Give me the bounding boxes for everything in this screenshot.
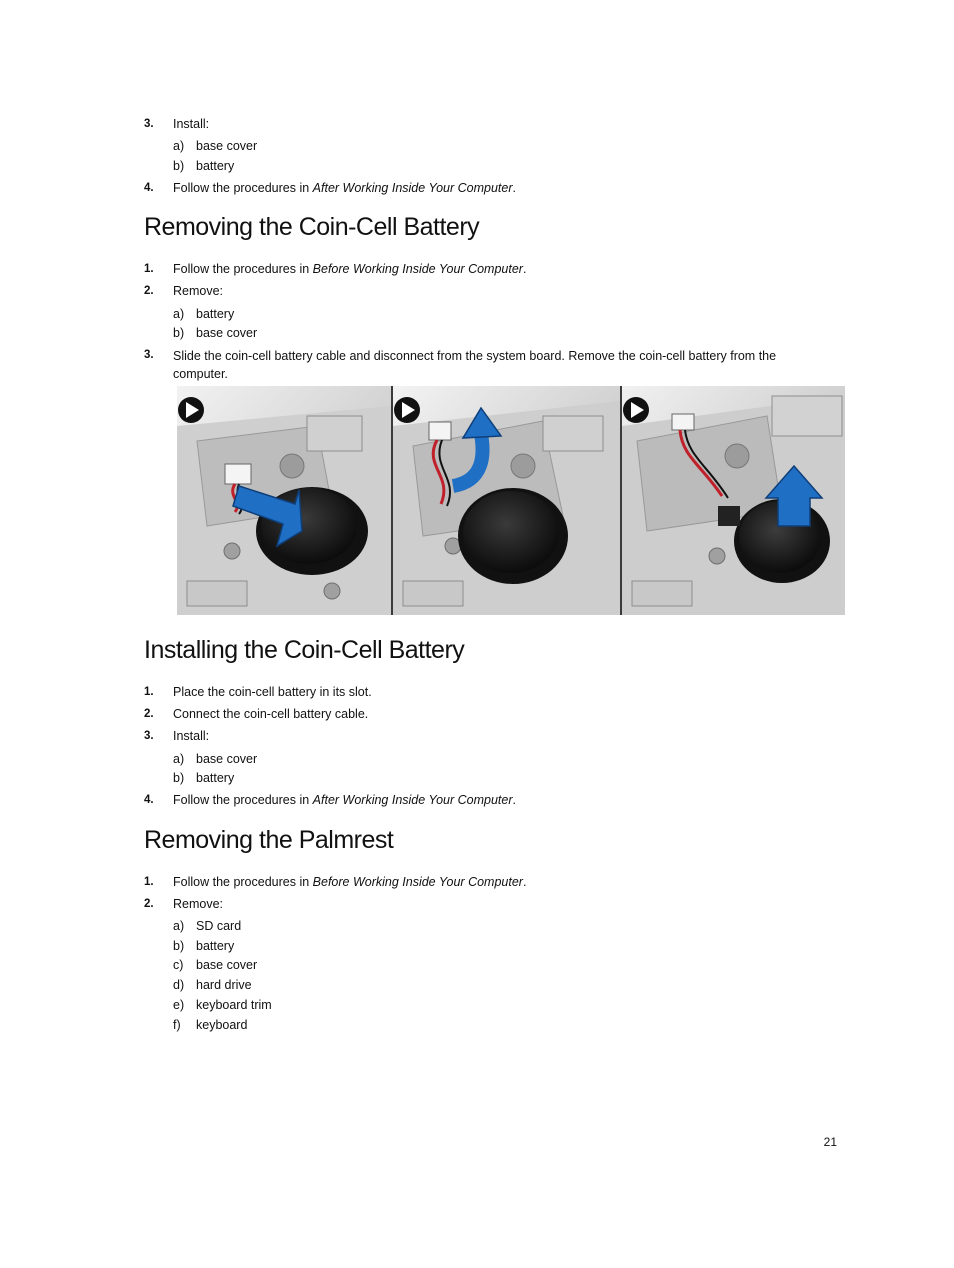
sub-letter: a) bbox=[173, 307, 185, 321]
step-number: 1. bbox=[144, 686, 154, 698]
step-text: Slide the coin-cell battery cable and disconnect from the system board. Remove the coin-cell battery from the computer. bbox=[173, 349, 777, 381]
sub-item bbox=[173, 770, 234, 786]
sub-item bbox=[173, 1017, 247, 1033]
section-title: Removing the Palmrest bbox=[144, 826, 394, 854]
sub-letter: c) bbox=[173, 958, 184, 972]
step-text bbox=[173, 874, 526, 890]
sub-text: base cover bbox=[196, 139, 258, 153]
section-title: Removing the Coin-Cell Battery bbox=[144, 213, 480, 241]
section-title: Installing the Coin-Cell Battery bbox=[144, 636, 465, 664]
sub-letter: b) bbox=[173, 326, 185, 340]
step-text-post: . bbox=[512, 181, 517, 195]
cross-reference-link: After Working Inside Your Computer bbox=[312, 181, 513, 195]
step-text-pre: Follow the procedures in bbox=[173, 875, 313, 889]
step-text-post: . bbox=[522, 875, 527, 889]
figure-panel-disconnect bbox=[393, 386, 620, 615]
step-text-pre: Follow the procedures in bbox=[173, 793, 313, 807]
figure-panel-slide bbox=[177, 386, 391, 615]
sub-item bbox=[173, 997, 272, 1013]
sub-text: keyboard bbox=[196, 1018, 248, 1032]
step-number: 2. bbox=[144, 708, 154, 720]
sub-letter: d) bbox=[173, 978, 185, 992]
cross-reference-link: Before Working Inside Your Computer bbox=[312, 262, 523, 276]
step-number: 3. bbox=[144, 118, 154, 130]
sub-item bbox=[173, 938, 234, 954]
step-text-post: . bbox=[512, 793, 517, 807]
sub-item bbox=[173, 918, 241, 934]
step-text: Connect the coin-cell battery cable. bbox=[173, 707, 369, 721]
cross-reference-link: After Working Inside Your Computer bbox=[312, 793, 513, 807]
sub-text: battery bbox=[196, 307, 235, 321]
sub-letter: a) bbox=[173, 752, 185, 766]
step-number: 2. bbox=[144, 898, 154, 910]
sub-letter: f) bbox=[173, 1018, 181, 1032]
sub-item bbox=[173, 158, 234, 174]
coin-cell-battery-figure bbox=[177, 386, 845, 615]
step-text bbox=[173, 180, 516, 196]
sub-item bbox=[173, 325, 257, 341]
step-number: 1. bbox=[144, 263, 154, 275]
page-number: 21 bbox=[823, 1135, 837, 1149]
sub-item bbox=[173, 306, 234, 322]
step-number: 4. bbox=[144, 794, 154, 806]
sub-item bbox=[173, 977, 252, 993]
step-text bbox=[173, 792, 516, 808]
step-number: 2. bbox=[144, 285, 154, 297]
sub-text: base cover bbox=[196, 958, 258, 972]
step-number: 3. bbox=[144, 349, 154, 361]
sub-text: battery bbox=[196, 939, 235, 953]
step-text: Install: bbox=[173, 729, 210, 743]
step-text bbox=[173, 261, 526, 277]
sub-text: SD card bbox=[196, 919, 242, 933]
sub-text: base cover bbox=[196, 326, 258, 340]
cross-reference-link: Before Working Inside Your Computer bbox=[312, 875, 523, 889]
sub-letter: e) bbox=[173, 998, 185, 1012]
sub-letter: b) bbox=[173, 771, 185, 785]
sub-letter: a) bbox=[173, 139, 185, 153]
step-text-post: . bbox=[522, 262, 527, 276]
sub-letter: b) bbox=[173, 159, 185, 173]
sub-item bbox=[173, 957, 257, 973]
sub-letter: b) bbox=[173, 939, 185, 953]
step-text-pre: Follow the procedures in bbox=[173, 262, 313, 276]
figure-panel-remove bbox=[622, 386, 845, 615]
sub-text: battery bbox=[196, 159, 235, 173]
sub-letter: a) bbox=[173, 919, 185, 933]
step-text: Remove: bbox=[173, 897, 224, 911]
step-text: Remove: bbox=[173, 284, 224, 298]
step-text: Install: bbox=[173, 117, 210, 131]
sub-item bbox=[173, 138, 257, 154]
step-text-pre: Follow the procedures in bbox=[173, 181, 313, 195]
step-number: 3. bbox=[144, 730, 154, 742]
sub-text: base cover bbox=[196, 752, 258, 766]
step-text: Place the coin-cell battery in its slot. bbox=[173, 685, 372, 699]
sub-text: hard drive bbox=[196, 978, 252, 992]
step-number: 4. bbox=[144, 182, 154, 194]
sub-text: battery bbox=[196, 771, 235, 785]
sub-text: keyboard trim bbox=[196, 998, 272, 1012]
sub-item bbox=[173, 751, 257, 767]
step-number: 1. bbox=[144, 876, 154, 888]
